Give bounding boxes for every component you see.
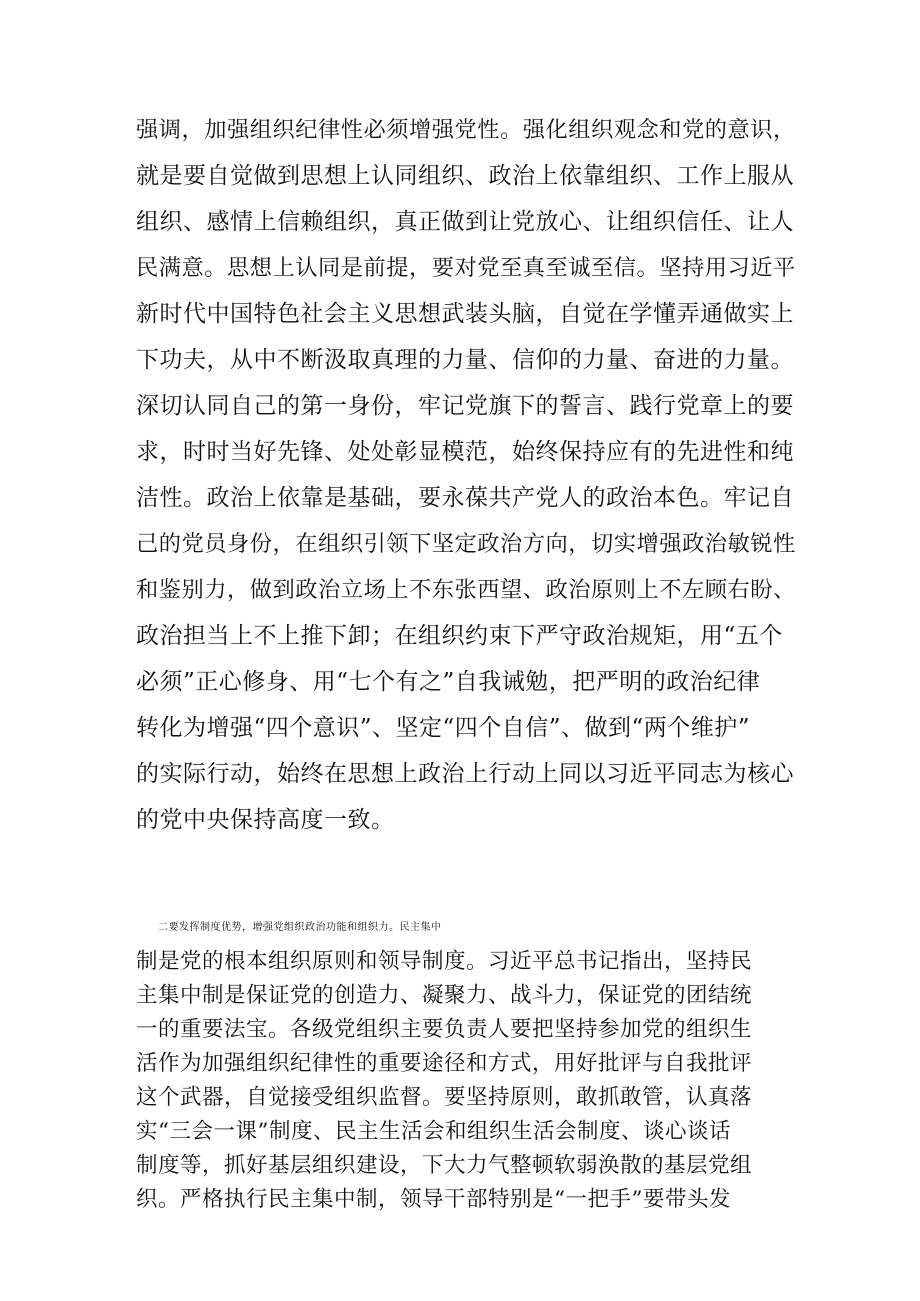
- paragraph-2-line: 实“三会一课”制度、民主生活会和组织生活会制度、谈心谈话: [136, 1119, 731, 1144]
- paragraph-1-line: 新时代中国特色社会主义思想武装头脑，自觉在学懂弄通做实上: [136, 301, 794, 327]
- paragraph-1-line: 下功夫，从中不断汲取真理的力量、信仰的力量、奋进的力量。: [136, 347, 794, 373]
- paragraph-1-line: 洁性。政治上依靠是基础，要永葆共产党人的政治本色。牢记自: [136, 485, 794, 511]
- paragraph-2-line: 一的重要法宝。各级党组织主要负责人要把坚持参加党的组织生: [136, 1017, 753, 1042]
- paragraph-1-line: 己的党员身份，在组织引领下坚定政治方向，切实增强政治敏锐性: [136, 531, 796, 557]
- paragraph-2-line: 制是党的根本组织原则和领导制度。习近平总书记指出，坚持民: [136, 949, 753, 974]
- paragraph-1-line: 强调，加强组织纪律性必须增强党性。强化组织观念和党的意识，: [136, 117, 796, 143]
- paragraph-2-line: 织。严格执行民主集中制，领导干部特别是“一把手”要带头发: [136, 1187, 731, 1212]
- paragraph-1-line: 深切认同自己的第一身份，牢记党旗下的誓言、践行党章上的要: [136, 393, 794, 419]
- paragraph-1-line: 的实际行动，始终在思想上政治上行动上同以习近平同志为核心: [136, 761, 794, 787]
- paragraph-1-line: 政治担当上不上推下卸；在组织约束下严守政治规矩，用“五个: [136, 623, 783, 649]
- paragraph-2-line: 二要发挥制度优势，增强党组织政治功能和组织力。民主集中: [158, 922, 442, 933]
- paragraph-1-line: 就是要自觉做到思想上认同组织、政治上依靠组织、工作上服从: [136, 163, 794, 189]
- paragraph-1-line: 的党中央保持高度一致。: [136, 807, 395, 833]
- paragraph-2-line: 制度等，抓好基层组织建设，下大力气整顿软弱涣散的基层党组: [136, 1153, 753, 1178]
- paragraph-1-line: 民满意。思想上认同是前提，要对党至真至诚至信。坚持用习近平: [136, 255, 796, 281]
- paragraph-1-line: 必须”正心修身、用“七个有之”自我诫勉，把严明的政治纪律: [136, 669, 761, 695]
- paragraph-2-line: 这个武器，自觉接受组织监督。要坚持原则，敢抓敢管，认真落: [136, 1085, 753, 1110]
- paragraph-1-line: 和鉴别力，做到政治立场上不东张西望、政治原则上不左顾右盼、: [136, 577, 796, 603]
- paragraph-1-line: 组织、感情上信赖组织，真正做到让党放心、让组织信任、让人: [136, 209, 794, 235]
- paragraph-2-line: 主集中制是保证党的创造力、凝聚力、战斗力，保证党的团结统: [136, 983, 753, 1008]
- paragraph-2-line: 活作为加强组织纪律性的重要途径和方式，用好批评与自我批评: [136, 1051, 753, 1076]
- paragraph-1-line: 求，时时当好先锋、处处彰显模范，始终保持应有的先进性和纯: [136, 439, 794, 465]
- paragraph-1-line: 转化为增强“四个意识”、坚定“四个自信”、做到“两个维护”: [136, 715, 751, 741]
